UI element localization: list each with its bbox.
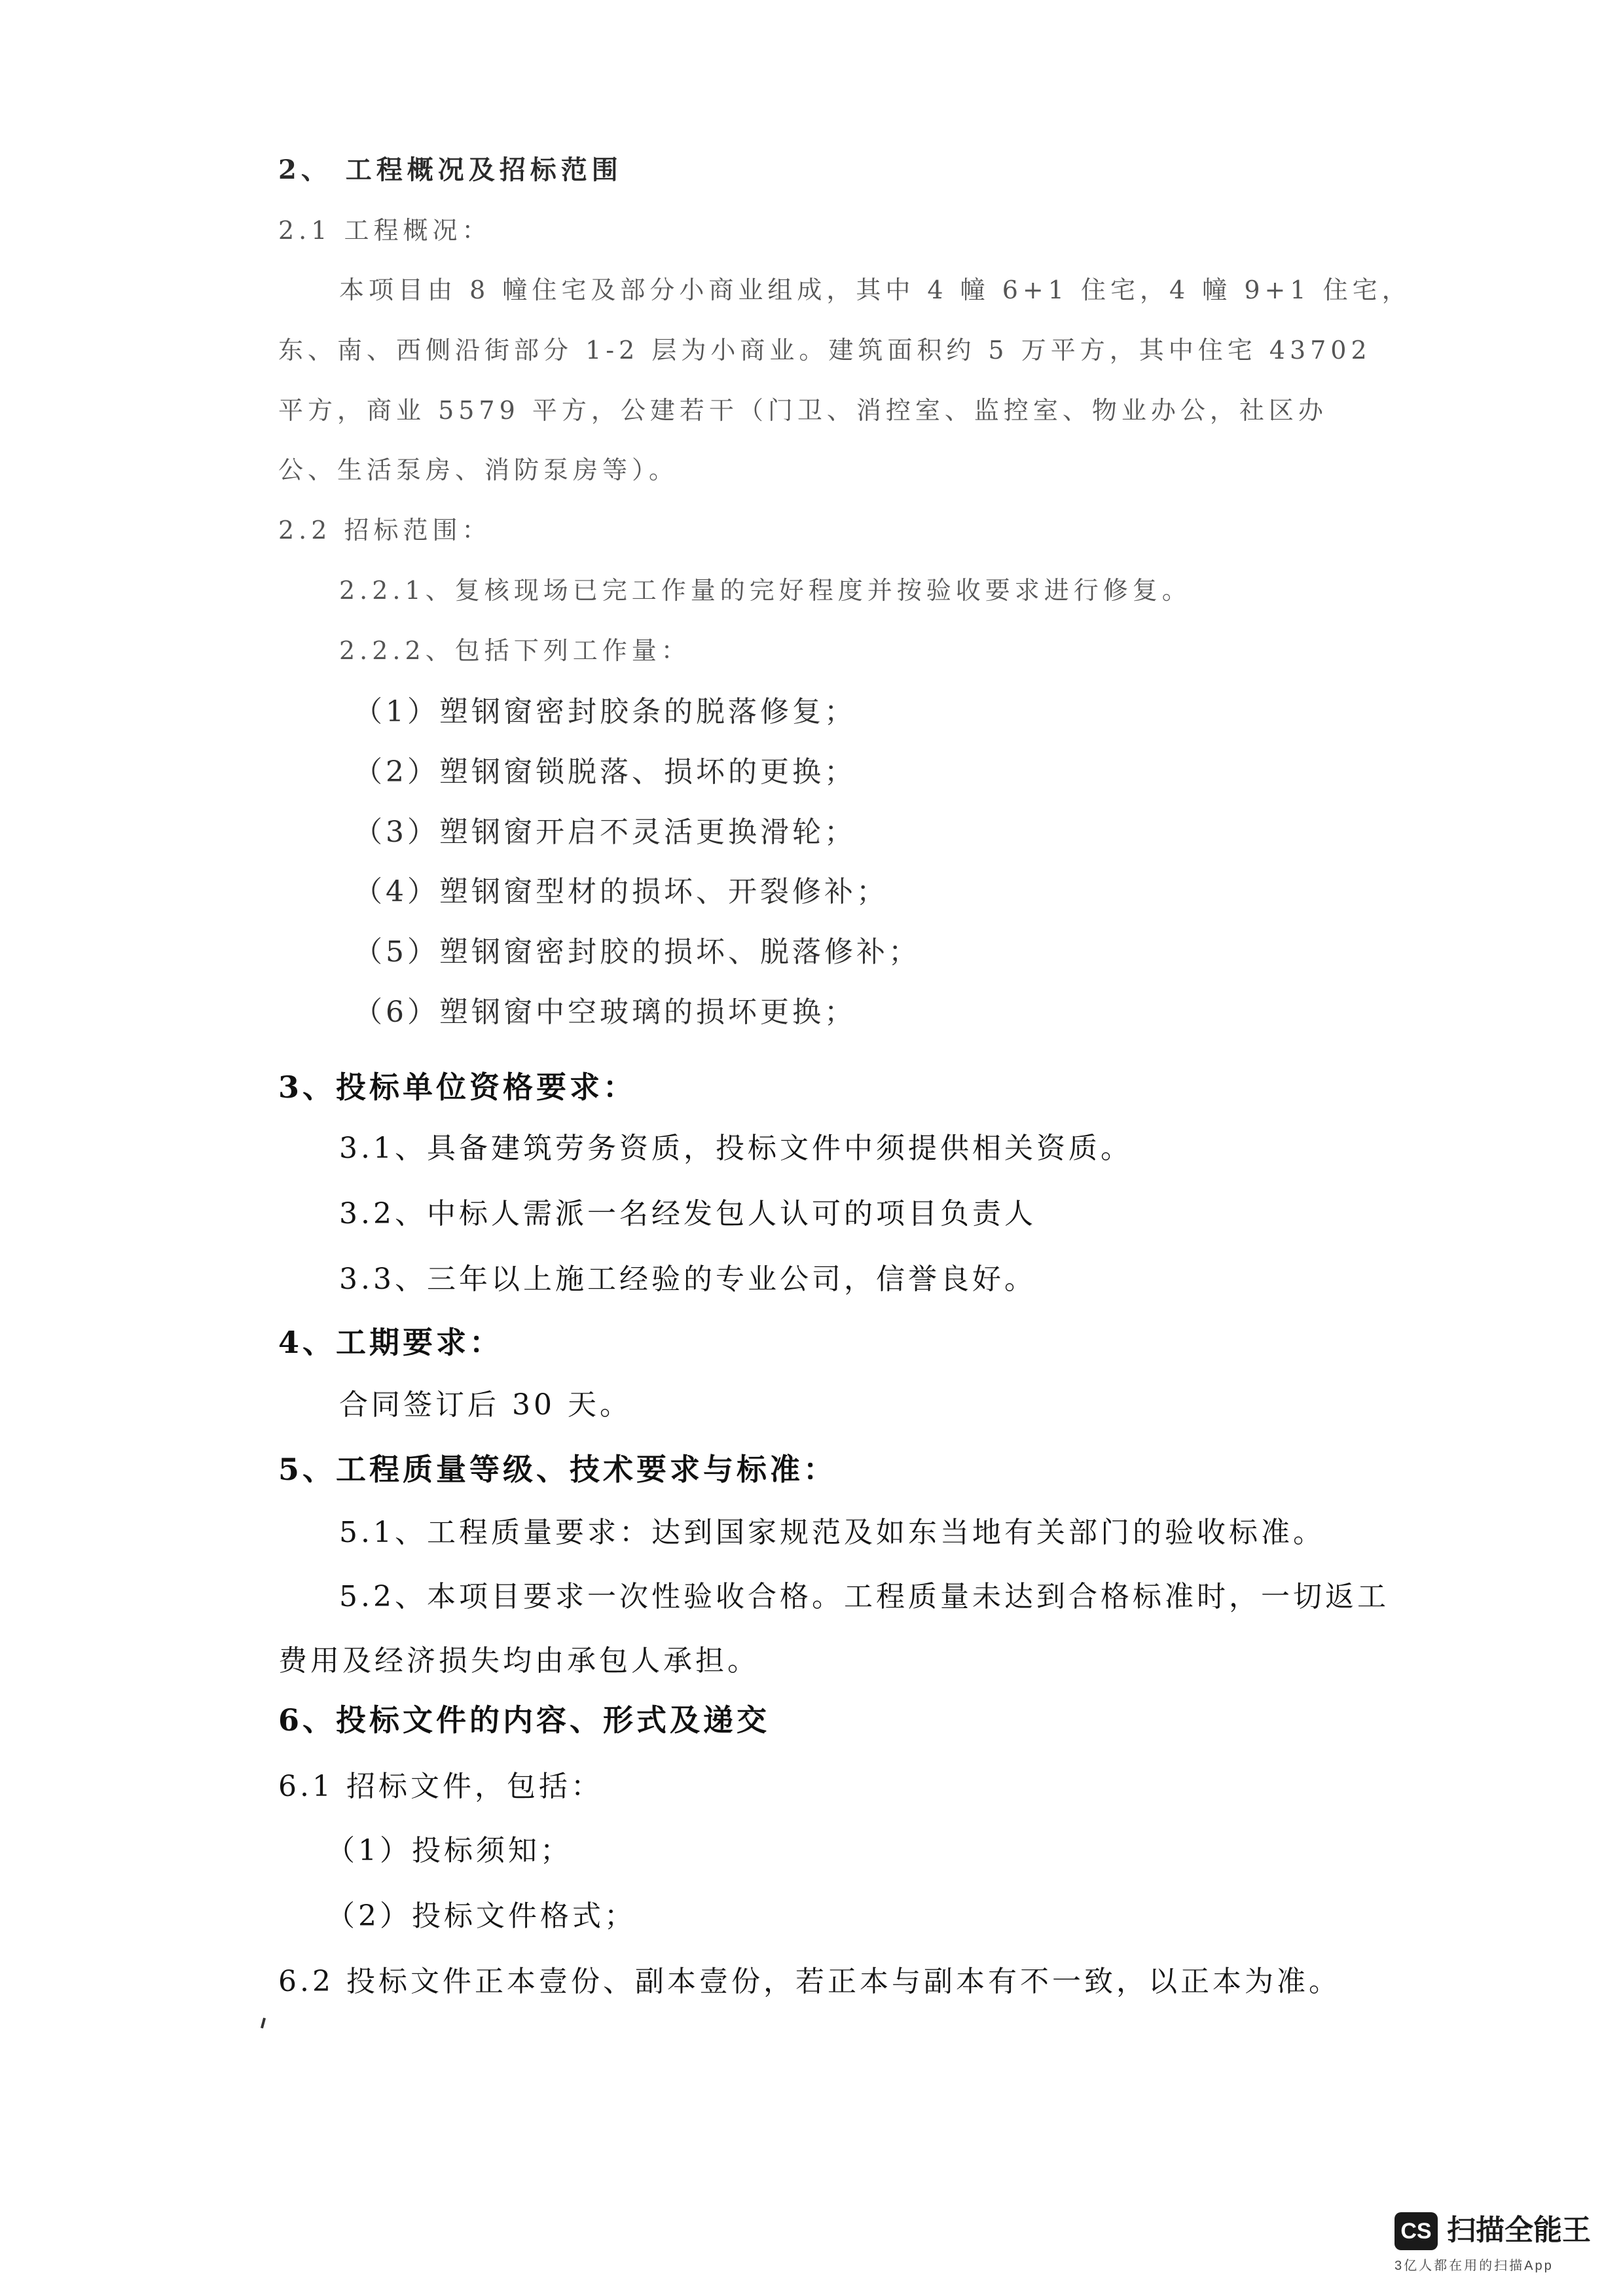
- subsection-6-2: 6.2 投标文件正本壹份、副本壹份，若正本与副本有不一致，以正本为准。: [278, 1965, 1341, 1998]
- scan-speck: [261, 2018, 266, 2028]
- work-item-4: （4）塑钢窗型材的损坏、开裂修补；: [354, 875, 888, 908]
- overview-paragraph-line-4: 公、生活泵房、消防泵房等）。: [278, 456, 679, 484]
- duration-text: 合同签订后 30 天。: [339, 1388, 632, 1422]
- watermark-app-name: 扫描全能王: [1447, 2214, 1591, 2246]
- section-4-heading: 4、工期要求：: [278, 1325, 503, 1360]
- scanner-watermark: [1395, 2212, 1604, 2278]
- watermark-tagline: 3亿人都在用的扫描App: [1395, 2259, 1554, 2273]
- section-6-heading: 6、投标文件的内容、形式及递交: [278, 1702, 771, 1738]
- scope-item-2-2-2: 2.2.2、包括下列工作量：: [339, 636, 691, 665]
- work-item-6: （6）塑钢窗中空玻璃的损坏更换；: [354, 996, 856, 1029]
- section-5-heading: 5、工程质量等级、技术要求与标准：: [278, 1452, 837, 1487]
- quality-5-2-line-2: 费用及经济损失均由承包人承担。: [278, 1644, 759, 1677]
- work-item-2: （2）塑钢窗锁脱落、损坏的更换；: [354, 755, 856, 789]
- qualification-3-3: 3.3、三年以上施工经验的专业公司，信誉良好。: [339, 1263, 1036, 1296]
- work-item-5: （5）塑钢窗密封胶的损坏、脱落修补；: [354, 935, 921, 969]
- subsection-2-1-heading: 2.1 工程概况：: [278, 216, 492, 245]
- section-3-heading: 3、投标单位资格要求：: [278, 1069, 637, 1105]
- subsection-2-2-heading: 2.2 招标范围：: [278, 516, 492, 545]
- qualification-3-1: 3.1、具备建筑劳务资质，投标文件中须提供相关资质。: [339, 1132, 1133, 1165]
- camscanner-logo-icon: CS: [1395, 2212, 1438, 2250]
- work-item-3: （3）塑钢窗开启不灵活更换滑轮；: [354, 816, 856, 849]
- subsection-6-1: 6.1 招标文件，包括：: [278, 1770, 603, 1803]
- overview-paragraph-line-1: 本项目由 8 幢住宅及部分小商业组成，其中 4 幢 6+1 住宅，4 幢 9+1 住宅，: [339, 276, 1412, 304]
- overview-paragraph-line-2: 东、南、西侧沿街部分 1-2 层为小商业。建筑面积约 5 万平方，其中住宅 43702: [278, 336, 1372, 365]
- bid-doc-item-2: （2）投标文件格式；: [326, 1899, 636, 1933]
- section-2-heading: 2、 工程概况及招标范围: [278, 154, 623, 185]
- work-item-1: （1）塑钢窗密封胶条的脱落修复；: [354, 695, 856, 728]
- qualification-3-2: 3.2、中标人需派一名经发包人认可的项目负责人: [339, 1197, 1036, 1230]
- scope-item-2-2-1: 2.2.1、复核现场已完工作量的完好程度并按验收要求进行修复。: [339, 576, 1192, 605]
- quality-5-1: 5.1、工程质量要求：达到国家规范及如东当地有关部门的验收标准。: [339, 1516, 1325, 1549]
- overview-paragraph-line-3: 平方，商业 5579 平方，公建若干（门卫、消控室、监控室、物业办公，社区办: [278, 396, 1328, 425]
- quality-5-2-line-1: 5.2、本项目要求一次性验收合格。工程质量未达到合格标准时，一切返工: [339, 1580, 1389, 1613]
- bid-doc-item-1: （1）投标须知；: [326, 1834, 572, 1867]
